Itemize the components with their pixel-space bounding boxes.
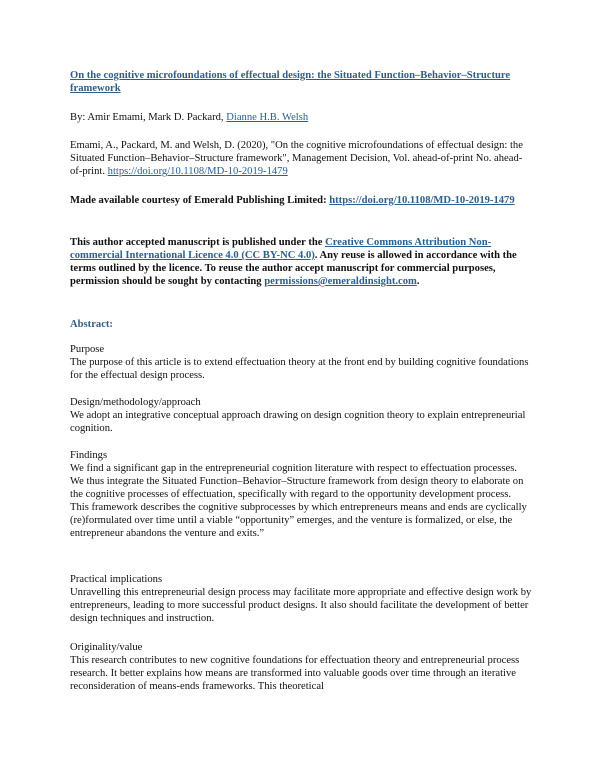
license-post: . Any reuse is allowed in accordance with the terms outlined by the licence. To reuse the author accept manuscript for commercial purposes, permission should be sought by contacting — [70, 250, 517, 287]
abstract-originality-value — [70, 641, 532, 693]
section-label: Findings — [70, 450, 108, 461]
section-label: Originality/value — [70, 642, 143, 653]
citation — [70, 139, 532, 178]
abstract-heading: Abstract: — [70, 319, 113, 330]
courtesy-statement — [70, 194, 532, 207]
section-label: Design/methodology/approach — [70, 397, 201, 408]
license-end: . — [416, 276, 420, 287]
license-statement — [70, 236, 532, 288]
section-text: We find a significant gap in the entrepreneurial cognition literature with respect to effectuation processes. We thus integrate the Situated Function–Behavior–Structure framework from design theory to elaborate on the cognitive processes of effectuation, specifically with regard to the opportunity development process. This framework describes the cognitive subprocesses by which entrepreneurs means and ends are cyclically (re)formulated over time until a viable “opportunity” emerges, and the venture is formalized, or else, the entrepreneur abandons the venture and exits.” — [70, 463, 527, 539]
paper-title-link[interactable]: On the cognitive microfoundations of effectual design: the Situated Function–Behavior–Structure framework — [70, 70, 511, 94]
abstract-practical-implications — [70, 573, 532, 625]
section-text: This research contributes to new cognitive foundations for effectuation theory and entrepreneurial process research. It better explains how means are transformed into valuable goods over time through an iterative reconsideration of means-ends frameworks. This theoretical — [70, 655, 520, 692]
abstract-purpose — [70, 343, 532, 382]
section-text: Unravelling this entrepreneurial design process may facilitate more appropriate and effective design work by entrepreneurs, leading to more successful product designs. It also should facilitate the development of better design techniques and instruction. — [70, 587, 532, 624]
abstract-design-methodology — [70, 396, 532, 435]
courtesy-text: Made available courtesy of Emerald Publishing Limited: — [70, 195, 330, 206]
section-label: Practical implications — [70, 574, 163, 585]
authors-line — [70, 111, 532, 124]
citation-text: Emami, A., Packard, M. and Welsh, D. (2020), "On the cognitive microfoundations of effectual design: the Situated Function–Behavior–Structure framework", Management Decision, Vol. ahead-of-print No. ahead-of-print. — [70, 140, 523, 177]
permissions-email-link[interactable]: permissions@emeraldinsight.com — [264, 276, 417, 287]
section-text: The purpose of this article is to extend effectuation theory at the front end by building cognitive foundations for the effectual design process. — [70, 357, 529, 381]
courtesy-doi-link[interactable]: https://doi.org/10.1108/MD-10-2019-1479 — [329, 195, 515, 206]
authors-prefix: By: Amir Emami, Mark D. Packard, — [70, 112, 227, 123]
citation-doi-link[interactable]: https://doi.org/10.1108/MD-10-2019-1479 — [107, 166, 288, 177]
license-pre: This author accepted manuscript is published under the — [70, 237, 326, 248]
author-link-welsh[interactable]: Dianne H.B. Welsh — [226, 112, 309, 123]
license-link[interactable]: Creative Commons Attribution Non-commercial International Licence 4.0 (CC BY-NC 4.0) — [70, 237, 492, 261]
section-text: We adopt an integrative conceptual approach drawing on design cognition theory to explain entrepreneurial cognition. — [70, 410, 526, 434]
abstract-findings — [70, 449, 532, 540]
section-label: Purpose — [70, 344, 105, 355]
